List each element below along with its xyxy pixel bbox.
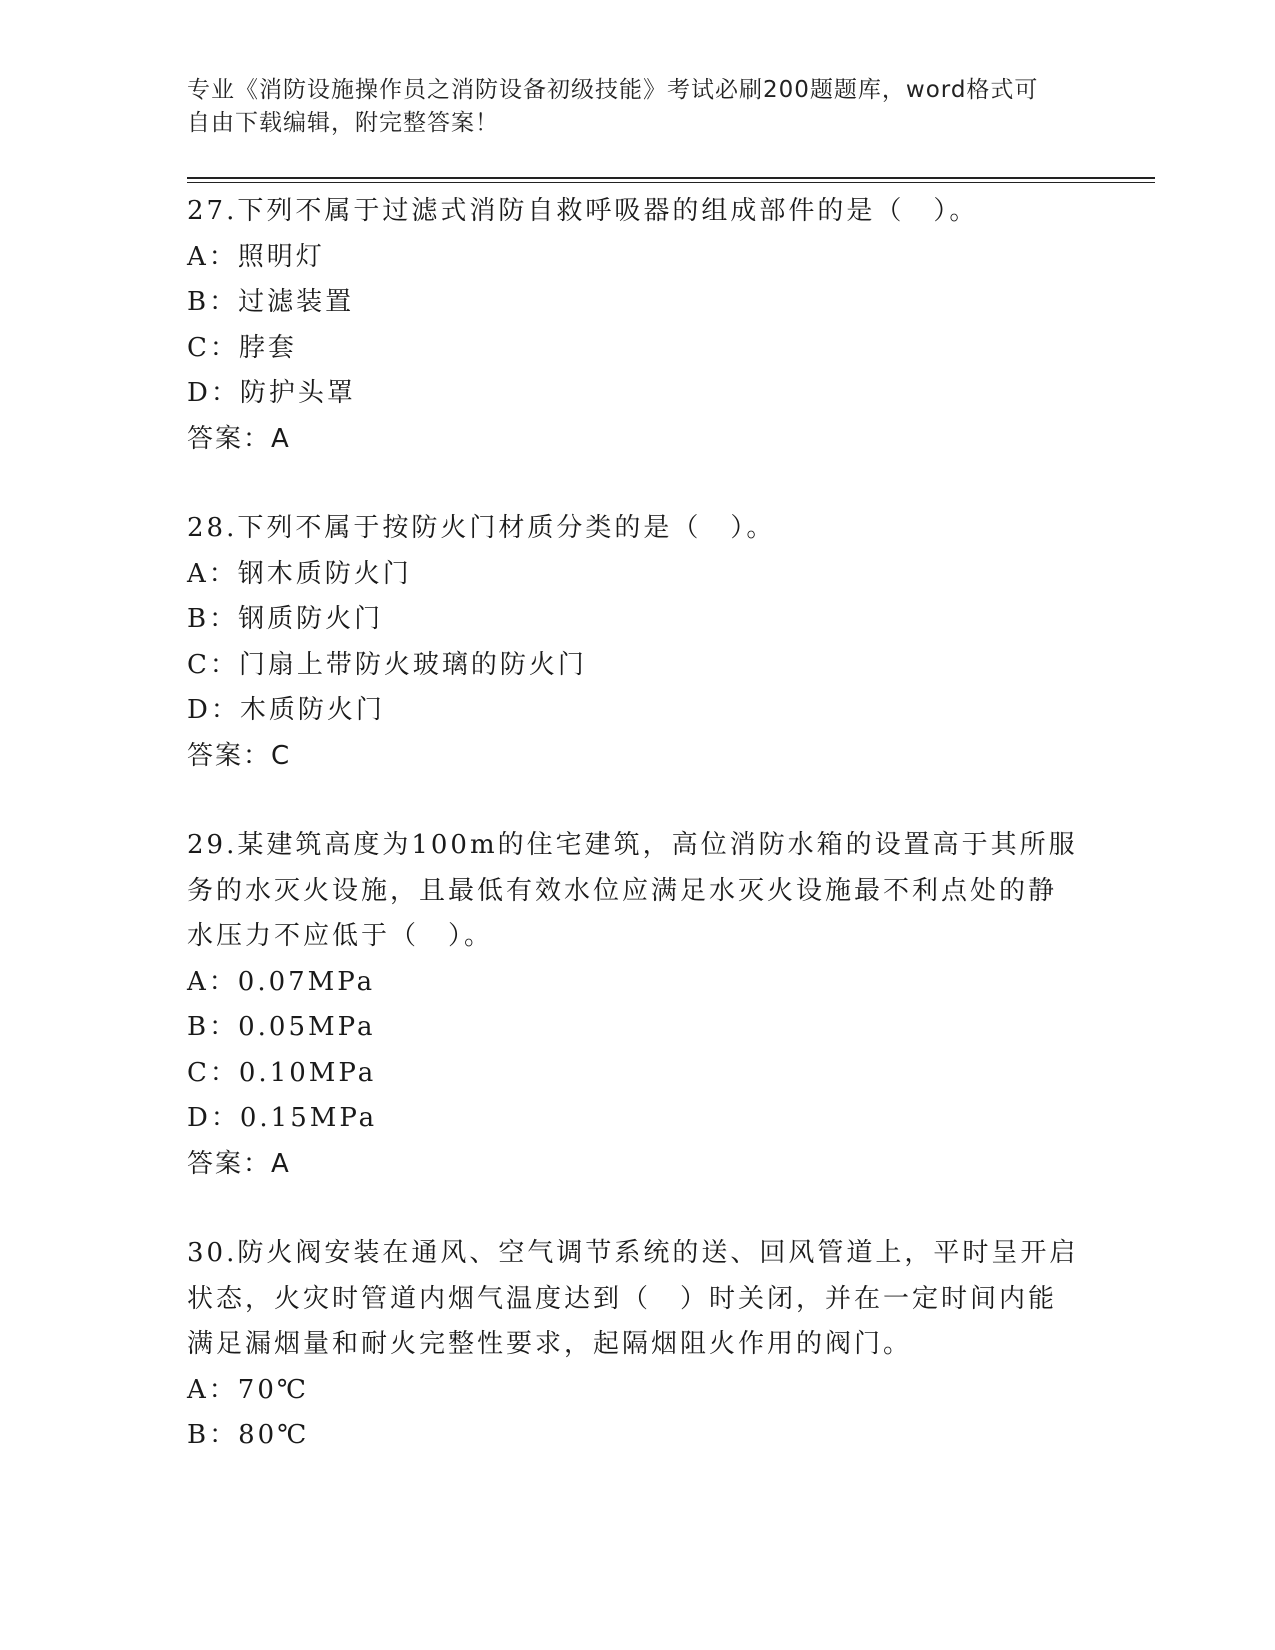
option-d: D：防护头罩 — [187, 378, 356, 408]
option-c: C：门扇上带防火玻璃的防火门 — [187, 649, 587, 680]
option-a: A：70℃ — [187, 1374, 309, 1405]
question-stem-line-1: 30.防火阀安装在通风、空气调节系统的送、回风管道上，平时呈开启 — [187, 1238, 1079, 1268]
document-header — [187, 74, 1067, 140]
question-30 — [187, 1231, 1087, 1459]
option-b: B：80℃ — [187, 1420, 310, 1450]
header-line-1: 专业《消防设施操作员之消防设备初级技能》考试必刷200题题库，word格式可 — [187, 77, 1039, 103]
option-b: B：0.05MPa — [187, 1012, 376, 1042]
option-b: B：钢质防火门 — [187, 604, 384, 634]
header-divider-thick — [187, 177, 1155, 179]
header-divider-thin — [187, 182, 1155, 183]
question-stem-line-3: 水压力不应低于（ ）。 — [187, 921, 494, 951]
question-29 — [187, 823, 1087, 1187]
option-d: D：木质防火门 — [187, 695, 385, 725]
answer-line: 答案：C — [187, 740, 292, 771]
option-c: C：脖套 — [187, 332, 297, 363]
header-line-2: 自由下载编辑，附完整答案！ — [187, 110, 499, 136]
option-b: B：过滤装置 — [187, 287, 355, 317]
option-a: A：0.07MPa — [187, 966, 376, 997]
option-a: A：钢木质防火门 — [187, 558, 412, 589]
question-stem-line-2: 务的水灭火设施，且最低有效水位应满足水灭火设施最不利点处的静 — [187, 875, 1058, 906]
question-27 — [187, 189, 1087, 462]
answer-line: 答案：A — [187, 423, 291, 454]
question-stem-line-2: 状态，火灾时管道内烟气温度达到（ ）时关闭，并在一定时间内能 — [187, 1283, 1058, 1314]
option-d: D：0.15MPa — [187, 1103, 378, 1133]
question-stem: 27.下列不属于过滤式消防自救呼吸器的组成部件的是（ ）。 — [187, 196, 979, 226]
question-stem: 28.下列不属于按防火门材质分类的是（ ）。 — [187, 513, 776, 543]
option-a: A：照明灯 — [187, 241, 325, 272]
question-stem-line-3: 满足漏烟量和耐火完整性要求，起隔烟阻火作用的阀门。 — [187, 1329, 913, 1359]
question-28 — [187, 506, 1087, 779]
answer-line: 答案：A — [187, 1148, 291, 1179]
question-list — [187, 189, 1087, 1503]
question-stem-line-1: 29.某建筑高度为100m的住宅建筑，高位消防水箱的设置高于其所服 — [187, 830, 1078, 860]
option-c: C：0.10MPa — [187, 1057, 377, 1088]
